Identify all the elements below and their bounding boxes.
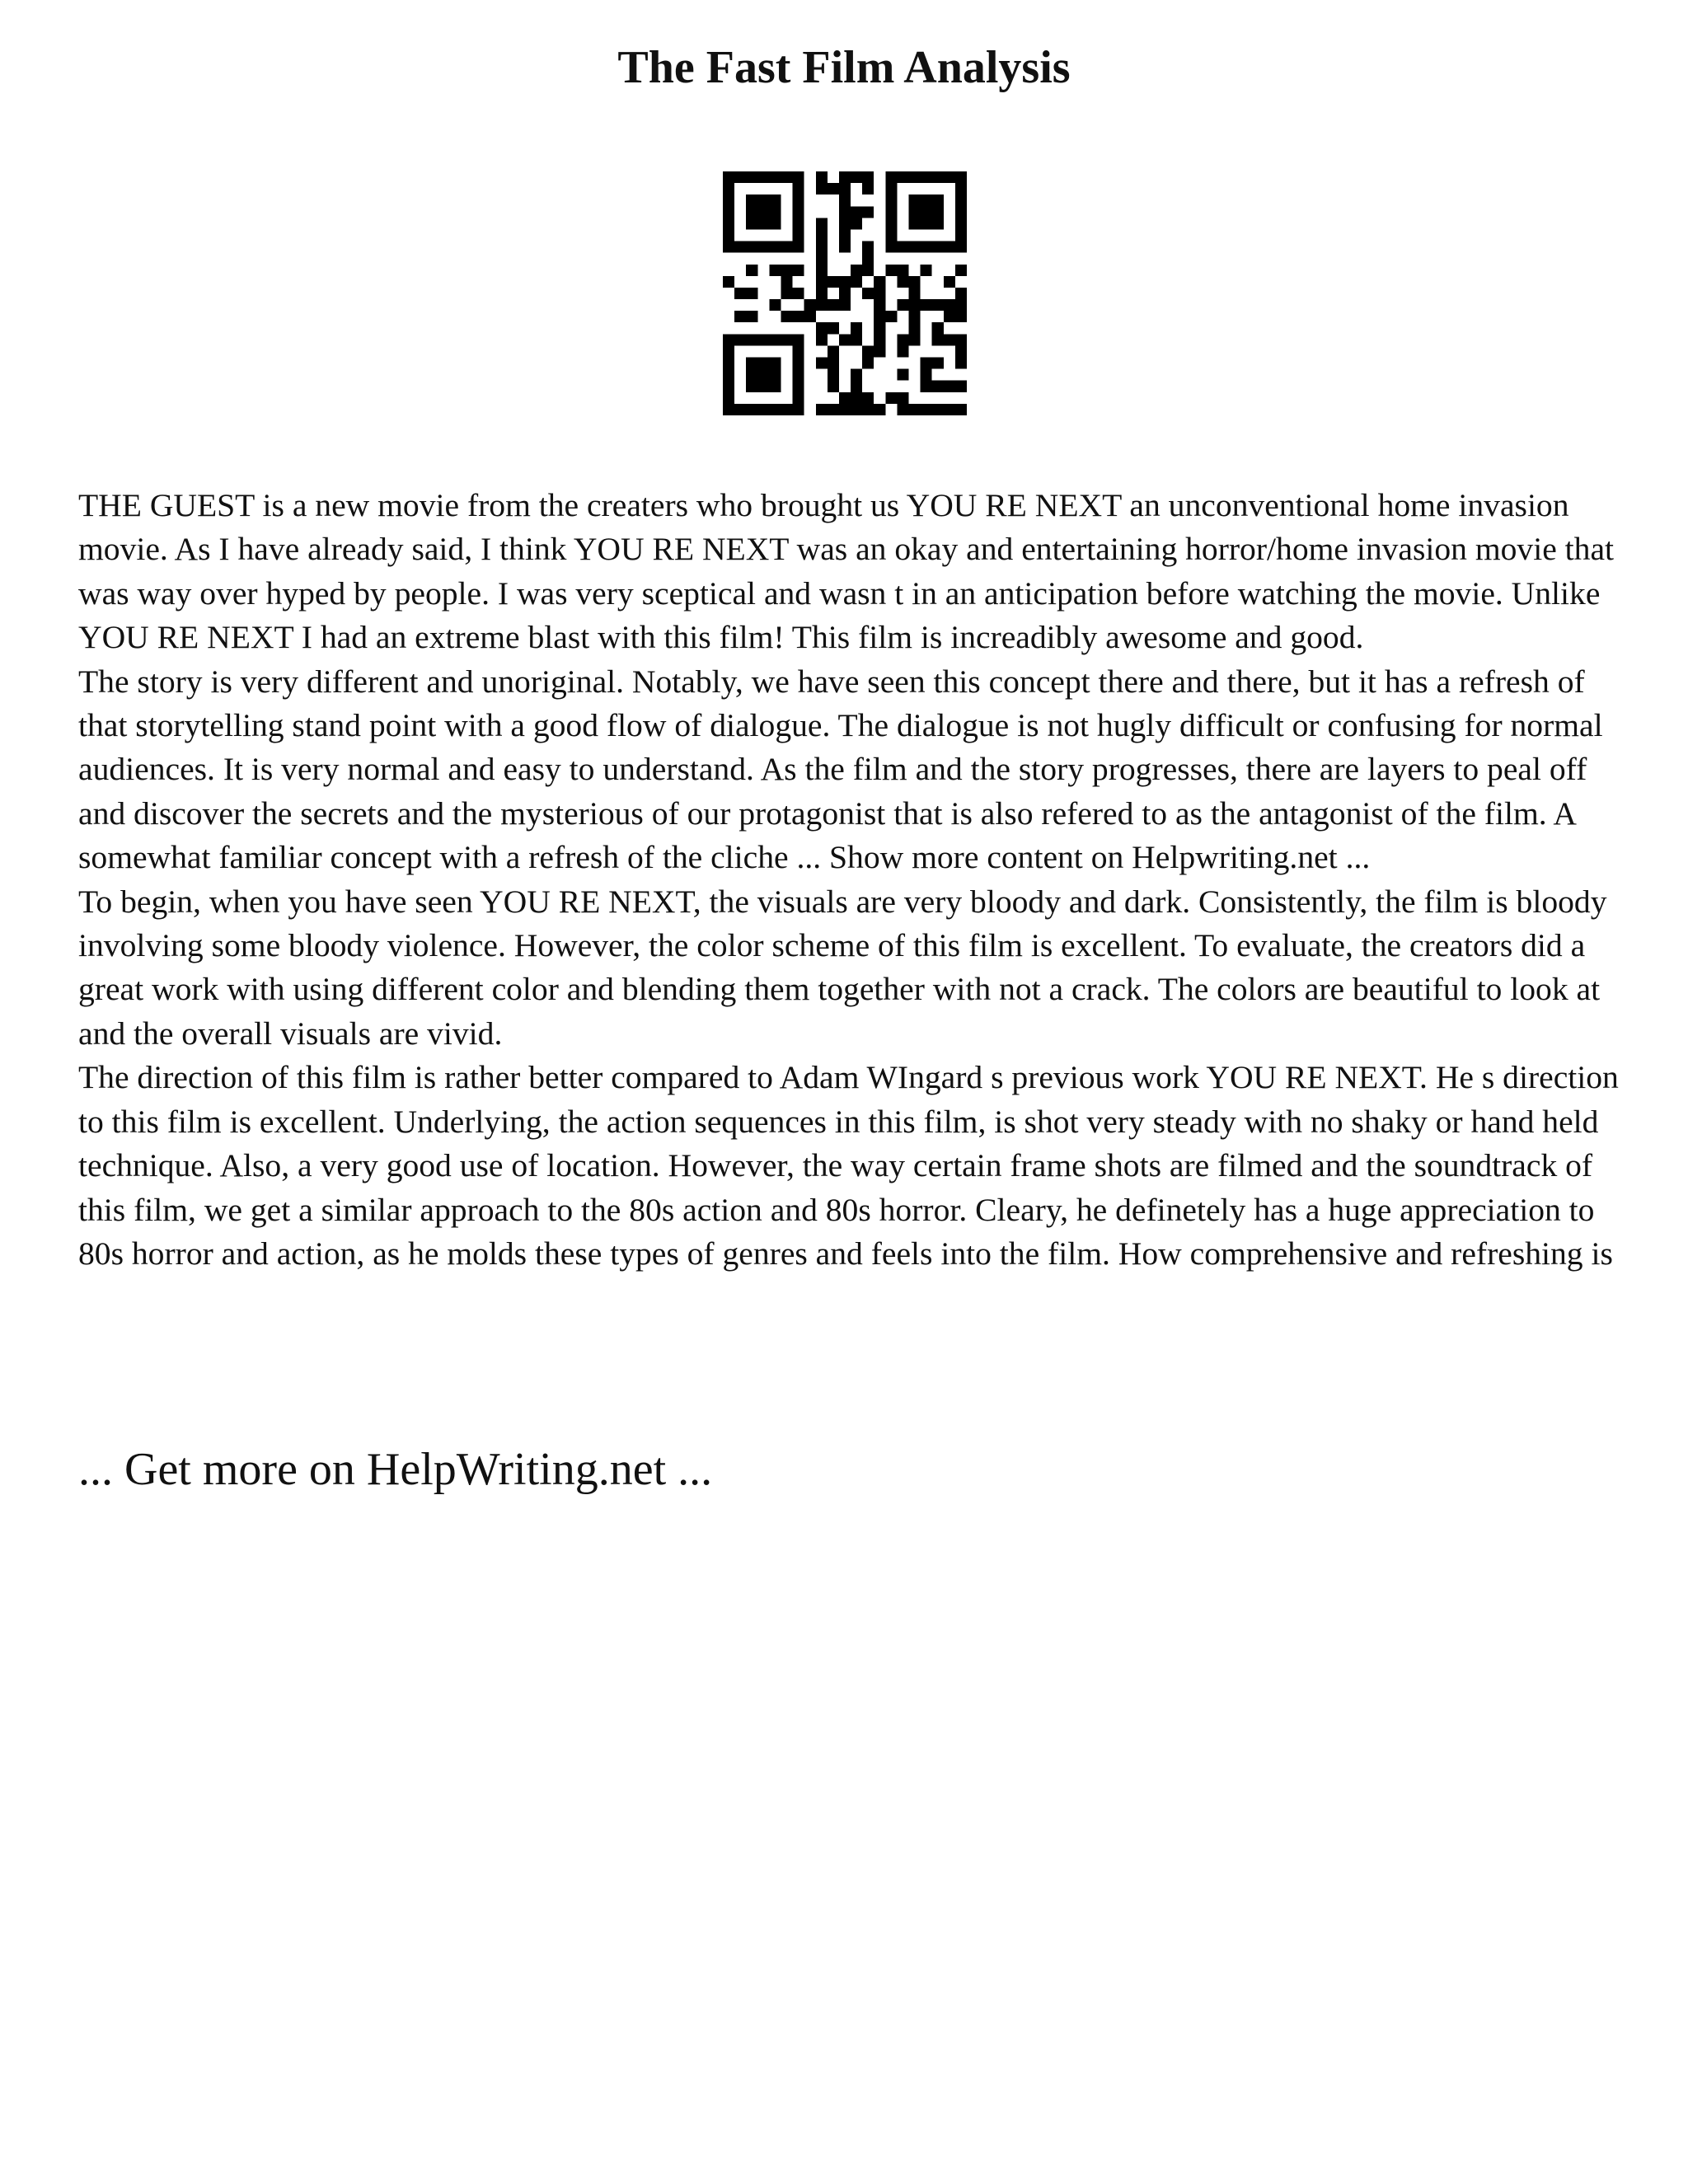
paragraph: THE GUEST is a new movie from the creaters who brought us YOU RE NEXT an unconventional home invasion movie. As I have already said, I think YOU RE NEXT was an okay and entertaining horror/home invasion movie that was way over hyped by people. I was very sceptical and wasn t in an anticipation before watching the movie. Unlike YOU RE NEXT I had an extreme blast with this film! This film is increadibly awesome and good. xyxy=(78,487,1615,656)
article-body xyxy=(78,484,1620,1276)
paragraph: The direction of this film is rather better compared to Adam WIngard s previous work YOU RE NEXT. He s direction to this film is excellent. Underlying, the action sequences in this film, is shot very steady with no shaky or hand held technique. Also, a very good use of location. However, the way certain frame shots are filmed and the soundtrack of this film, we get a similar approach to the 80s action and 80s horror. Cleary, he definetely has a huge appreciation to 80s horror and action, as he molds these types of genres and feels into the film. How comprehensive and refreshing is xyxy=(78,1059,1619,1272)
paragraph: The story is very different and unoriginal. Notably, we have seen this concept there and there, but it has a refresh of that storytelling stand point with a good flow of dialogue. The dialogue is not hugly difficult or confusing for normal audiences. It is very normal and easy to understand. As the film and the story progresses, there are layers to peal off and discover the secrets and the mysterious of our protagonist that is also refered to as the antagonist of the film. A somewhat familiar concept with a refresh of the cliche ... Show more content on Helpwriting.net ... xyxy=(78,663,1603,876)
qr-code-icon xyxy=(723,171,967,415)
paragraph: To begin, when you have seen YOU RE NEXT, the visuals are very bloody and dark. Consistently, the film is bloody involving some bloody violence. However, the color scheme of this film is excellent. To evaluate, the creators did a great work with using different color and blending them together with not a crack. The colors are beautiful to look at and the overall visuals are vivid. xyxy=(78,883,1607,1052)
get-more-link[interactable]: ... Get more on HelpWriting.net ... xyxy=(78,1444,713,1495)
page-title: The Fast Film Analysis xyxy=(617,42,1071,93)
